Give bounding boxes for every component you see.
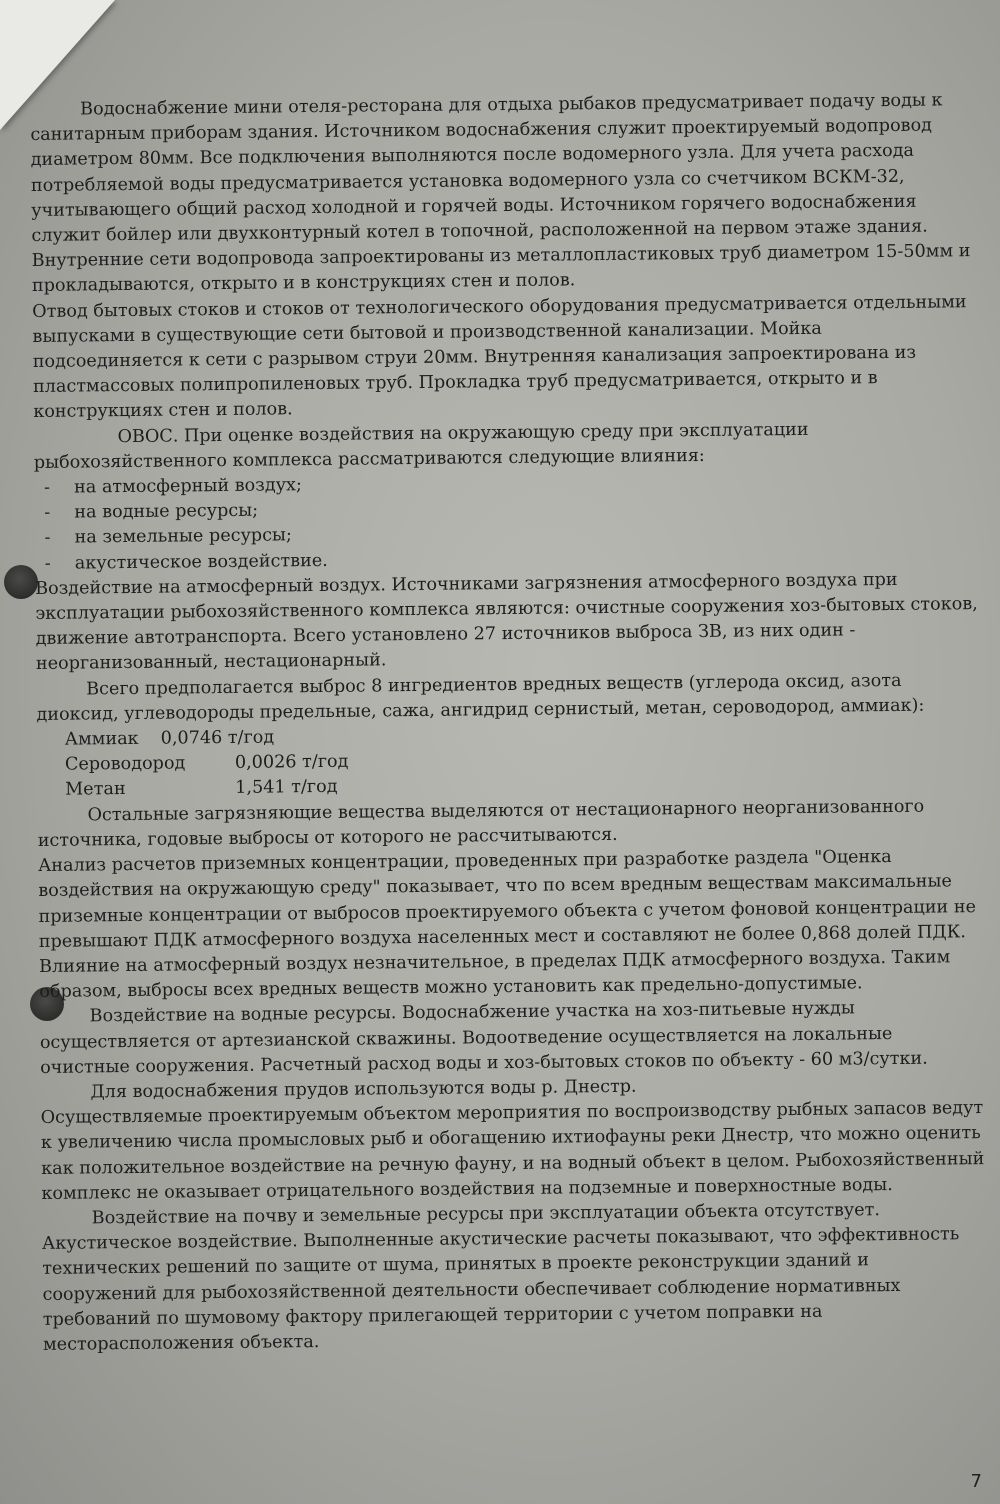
emission-name: Аммиак	[64, 728, 139, 750]
list-item: - на земельные ресурсы;	[34, 517, 979, 552]
document-body	[30, 88, 988, 1358]
emission-value: 0,0026 т/год	[234, 751, 349, 774]
list-item: - на атмосферный воздух;	[34, 466, 979, 501]
paragraph-water-supply: Водоснабжение мини отеля-ресторана для отдыха рыбаков предусматривает подачу воды к санитарным приборам здания. Источником водоснабжения служит проектируемый водопровод диаметром 80мм. Все подключения выполняются после водомерного узла. Для учета расхода потребляемой воды предусматривается установка водомерного узла со счетчиком ВСКМ-32, учитывающего общий расход холодной и горячей воды. Источником горячего водоснабжения служит бойлер или двухконтурный котел в топочной, расположенной на первом этаже здания. Внутренние сети водопровода запроектированы из металлопластиковых труб диаметром 15-50мм и прокладываются, открыто и в конструкциях стен и полов.	[30, 90, 971, 297]
paragraph-ovos: ОВОС. При оценке воздействия на окружающую среду при эксплуатации рыбохозяйственного комплекса рассматриваются следующие влияния:	[33, 419, 809, 473]
paragraph-analysis: Анализ расчетов приземных концентрации, проведенных при разработке раздела "Оценка воздействия на окружающую среду" показывает, что по всем вредным веществам максимальные приземные концентрации от выбросов проектируемого объекта с учетом фоновой концентрации не превышают ПДК атмосферного воздуха населенных мест и составляют не более 0,868 долей ПДК. Влияние на атмосферный воздух незначительное, в пределах ПДК атмосферного воздуха. Таким образом, выбросы всех вредных веществ можно установить как предельно-допустимые.	[37, 847, 977, 1003]
emissions-table	[37, 718, 983, 804]
paragraph-sewage: Отвод бытовых стоков и стоков от технологического оборудования предусматривается отдельными выпусками в существующие сети бытовой и производственной канализации. Мойка подсоединяется к сети с разрывом струи 20мм. Внутренняя канализация запроектирована из пластмассовых полипропиленовых труб. Прокладка труб предусматривается, открыто и в конструкциях стен и полов.	[32, 291, 967, 423]
emission-name: Сероводород	[64, 753, 186, 775]
list-item: - на водные ресурсы;	[34, 491, 979, 526]
paragraph-acoustic: Акустическое воздействие. Выполненные акустические расчеты показывают, что эффективность технических решений по защите от шума, принятых в проекте реконструкции зданий и сооружений для рыбохозяйственной деятельности обеспечивает соблюдение нормативных требований по шумовому фактору прилегающей территории с учетом поправки на месторасположения объекта.	[41, 1224, 960, 1355]
paragraph-ponds: Для водоснабжения прудов используются воды р. Днестр.	[90, 1076, 637, 1103]
paragraph-fish: Осуществляемые проектируемым объектом мероприятия по воспроизводству рыбных запасов ведут к увеличению числа промысловых рыб и обогащению ихтиофауны реки Днестр, что можно оценить как положительное воздействие на речную фауну, и на водный объект в целом. Рыбохозяйственный комплекс не оказывает отрицательного воздействия на подземные и поверхностные воды.	[40, 1098, 985, 1204]
page-number: 7	[970, 1471, 982, 1492]
punch-hole-top	[4, 565, 38, 599]
emission-value: 1,541 т/год	[235, 777, 338, 799]
emission-name: Метан	[65, 779, 126, 801]
impacts-list	[34, 466, 980, 577]
paragraph-soil: Воздействие на почву и земельные ресурсы при эксплуатации объекта отсутствует.	[91, 1200, 881, 1229]
emission-value: 0,0746 т/год	[160, 727, 275, 749]
paragraph-emissions-intro: Всего предполагается выброс 8 ингредиентов вредных веществ (углерода оксид, азота диоксид, углеводороды предельные, сажа, ангидрид сернистый, метан, сероводород, аммиак):	[36, 670, 925, 725]
paragraph-air-impact: Воздействие на атмосферный воздух. Источниками загрязнения атмосферного воздуха при эксплуатации рыбохозяйственного комплекса являются: очистные сооружения хоз-бытовых стоков, движение автотранспорта. Всего установлено 27 источников выброса ЗВ, из них один - неорганизованный, нестационарный.	[35, 569, 978, 675]
paragraph-water-impact: Воздействие на водные ресурсы. Водоснабжение участка на хоз-питьевые нужды осуществляется от артезианской скважины. Водоотведение осуществляется на локальные очистные сооружения. Расчетный расход воды и хоз-бытовых стоков по объекту - 60 м3/сутки.	[39, 998, 928, 1078]
list-item: - акустическое воздействие.	[35, 542, 980, 577]
paragraph-other-pollutants: Остальные загрязняющие вещества выделяются от нестационарного неорганизованного источника, годовые выбросы от которого не рассчитываются.	[37, 796, 925, 851]
